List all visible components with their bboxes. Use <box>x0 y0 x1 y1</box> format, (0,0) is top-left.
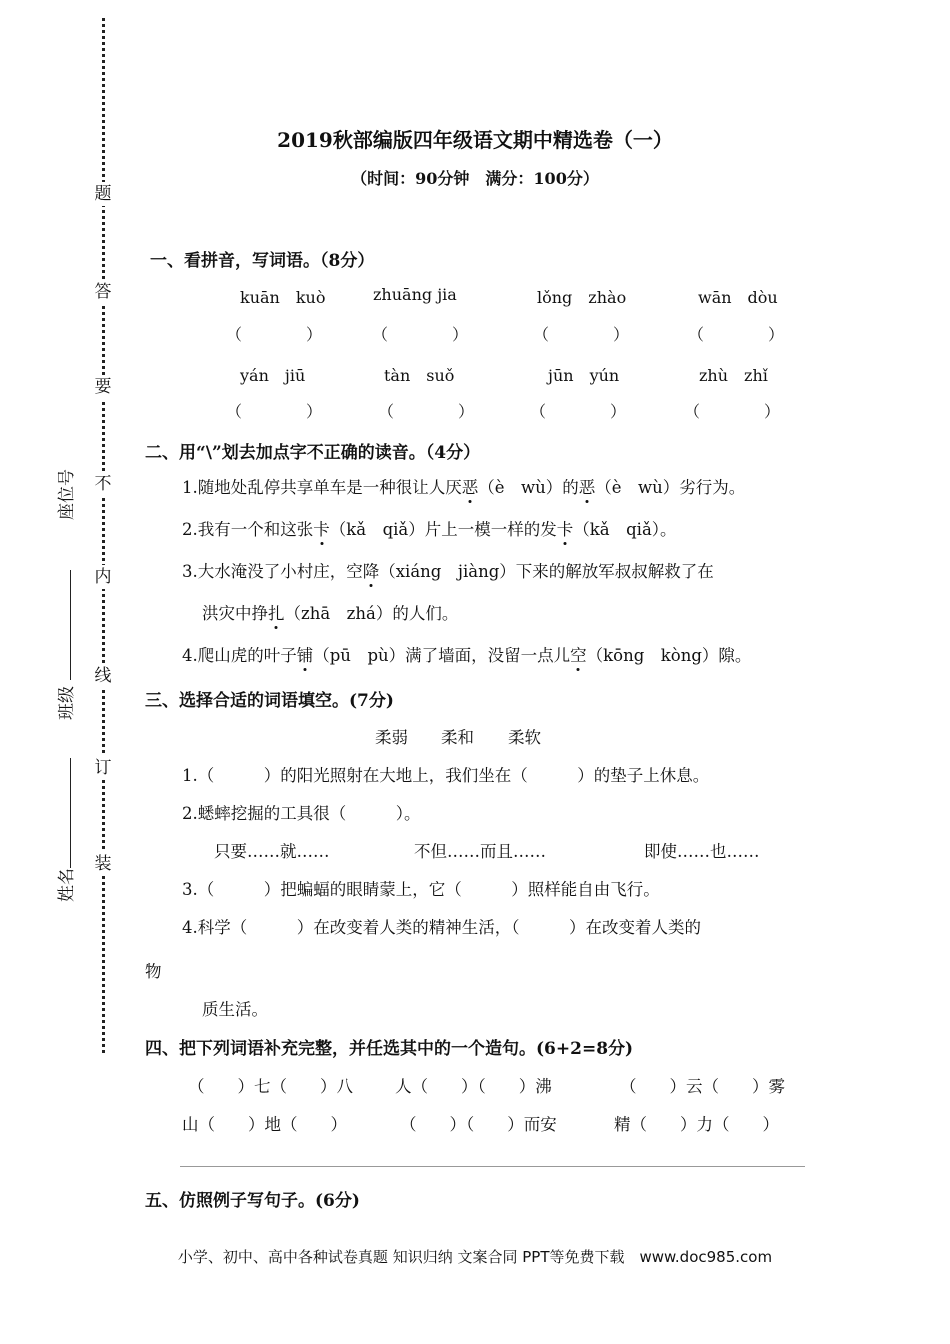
pinyin-item: kuān kuò <box>240 288 326 307</box>
dotted-char: 降 <box>362 562 380 581</box>
question-line: 2.蟋蟀挖掘的工具很（ ）。 <box>182 804 421 823</box>
page-footer: 小学、初中、高中各种试卷真题 知识归纳 文案合同 PPT等免费下载 www.doc985.com <box>177 1248 773 1266</box>
word-option: 柔弱 <box>375 728 408 747</box>
section-2-heading: 二、用“\”划去加点字不正确的读音。（4分） <box>145 443 481 463</box>
conjunction-option: 即使……也…… <box>644 842 760 861</box>
text-run: （kōng kòng）隙。 <box>586 646 752 665</box>
idiom-blank[interactable]: （ ）七（ ）八 <box>188 1077 353 1096</box>
question-line: 1.（ ）的阳光照射在大地上，我们坐在（ ）的垫子上休息。 <box>182 766 710 785</box>
question-line: 物 <box>145 962 162 981</box>
word-option: 柔和 <box>441 728 474 747</box>
question-line <box>182 516 677 540</box>
text-run: 2.我有一个和这张 <box>182 520 314 539</box>
idiom-blank[interactable]: （ ）（ ）而安 <box>400 1115 557 1134</box>
pinyin-item: wān dòu <box>698 288 778 307</box>
margin-warning-char: 答 <box>91 280 115 304</box>
margin-warning-char: 不 <box>91 472 115 496</box>
seat-number-label: 座位号 <box>57 469 77 520</box>
class-blank <box>70 570 71 680</box>
answer-blank[interactable]: （ ） <box>533 325 630 344</box>
pinyin-item: zhù zhǐ <box>699 366 768 385</box>
idiom-blank[interactable]: （ ）云（ ）雾 <box>620 1077 785 1096</box>
answer-blank[interactable]: （ ） <box>372 325 469 344</box>
text-run: 1.随地处乱停共享单车是一种很让人厌 <box>182 478 462 497</box>
question-line <box>182 558 714 582</box>
margin-warning-char: 内 <box>91 565 115 589</box>
text-run: 3.大水淹没了小村庄，空 <box>182 562 363 581</box>
section-3-heading: 三、选择合适的词语填空。(7分) <box>145 691 394 711</box>
pinyin-item: lǒng zhào <box>537 288 627 307</box>
question-line: 质生活。 <box>202 1000 268 1019</box>
class-label: 班级 <box>57 686 77 720</box>
question-line: 4.科学（ ）在改变着人类的精神生活，（ ）在改变着人类的 <box>182 918 701 937</box>
answer-blank[interactable]: （ ） <box>688 325 785 344</box>
conjunction-option: 不但……而且…… <box>414 842 546 861</box>
idiom-blank[interactable]: 精（ ）力（ ） <box>614 1115 779 1134</box>
dotted-char: 扎 <box>268 604 285 623</box>
text-run: （kǎ qiǎ）片上一模一样的发 <box>329 520 557 539</box>
margin-warning-char: 题 <box>91 182 115 206</box>
question-line <box>182 474 745 498</box>
text-run: （è wù）劣行为。 <box>595 478 746 497</box>
exam-subtitle: （时间：90分钟 满分：100分） <box>351 169 599 188</box>
margin-warning-char: 要 <box>91 375 115 399</box>
idiom-blank[interactable]: 人（ ）（ ）沸 <box>395 1077 552 1096</box>
section-1-heading: 一、看拼音，写词语。（8分） <box>150 251 375 271</box>
question-line <box>182 642 751 666</box>
text-run: （zhā zhá）的人们。 <box>284 604 459 623</box>
dotted-char: 卡 <box>313 520 330 539</box>
dotted-char: 空 <box>570 646 587 665</box>
idiom-blank[interactable]: 山（ ）地（ ） <box>182 1115 347 1134</box>
answer-blank[interactable]: （ ） <box>226 325 323 344</box>
margin-warning-char: 装 <box>91 852 115 876</box>
question-line <box>202 600 458 624</box>
dotted-char: 恶 <box>578 478 596 497</box>
word-option: 柔软 <box>508 728 541 747</box>
section-5-heading: 五、仿照例子写句子。(6分) <box>145 1191 360 1211</box>
pinyin-item: jūn yún <box>548 366 620 385</box>
text-run: 洪灾中挣 <box>202 604 268 623</box>
conjunction-option: 只要……就…… <box>214 842 330 861</box>
answer-blank[interactable]: （ ） <box>378 402 475 421</box>
answer-blank[interactable]: （ ） <box>684 402 781 421</box>
pinyin-item: tàn suǒ <box>384 366 455 385</box>
margin-warning-char: 订 <box>91 756 115 780</box>
answer-blank[interactable]: （ ） <box>530 402 627 421</box>
dotted-char: 恶 <box>461 478 479 497</box>
dotted-char: 铺 <box>296 646 314 665</box>
pinyin-item: zhuāng jia <box>373 285 457 304</box>
text-run: 4.爬山虎的叶子 <box>182 646 297 665</box>
name-blank <box>70 758 71 868</box>
text-run: （xiáng jiàng）下来的解放军叔叔解救了在 <box>379 562 714 581</box>
section-4-heading: 四、把下列词语补充完整，并任选其中的一个造句。(6+2=8分) <box>145 1039 634 1059</box>
sentence-answer-line[interactable] <box>180 1166 805 1167</box>
pinyin-item: yán jiū <box>240 366 306 385</box>
dotted-char: 卡 <box>556 520 574 539</box>
name-label: 姓名 <box>57 868 77 902</box>
question-line: 3.（ ）把蝙蝠的眼睛蒙上，它（ ）照样能自由飞行。 <box>182 880 660 899</box>
exam-title: 2019秋部编版四年级语文期中精选卷（一） <box>277 128 673 152</box>
answer-blank[interactable]: （ ） <box>226 402 323 421</box>
text-run: （pū pù）满了墙面，没留一点儿 <box>313 646 571 665</box>
text-run: （kǎ qiǎ）。 <box>573 520 677 539</box>
margin-warning-char: 线 <box>91 664 115 688</box>
text-run: （è wù）的 <box>478 478 579 497</box>
